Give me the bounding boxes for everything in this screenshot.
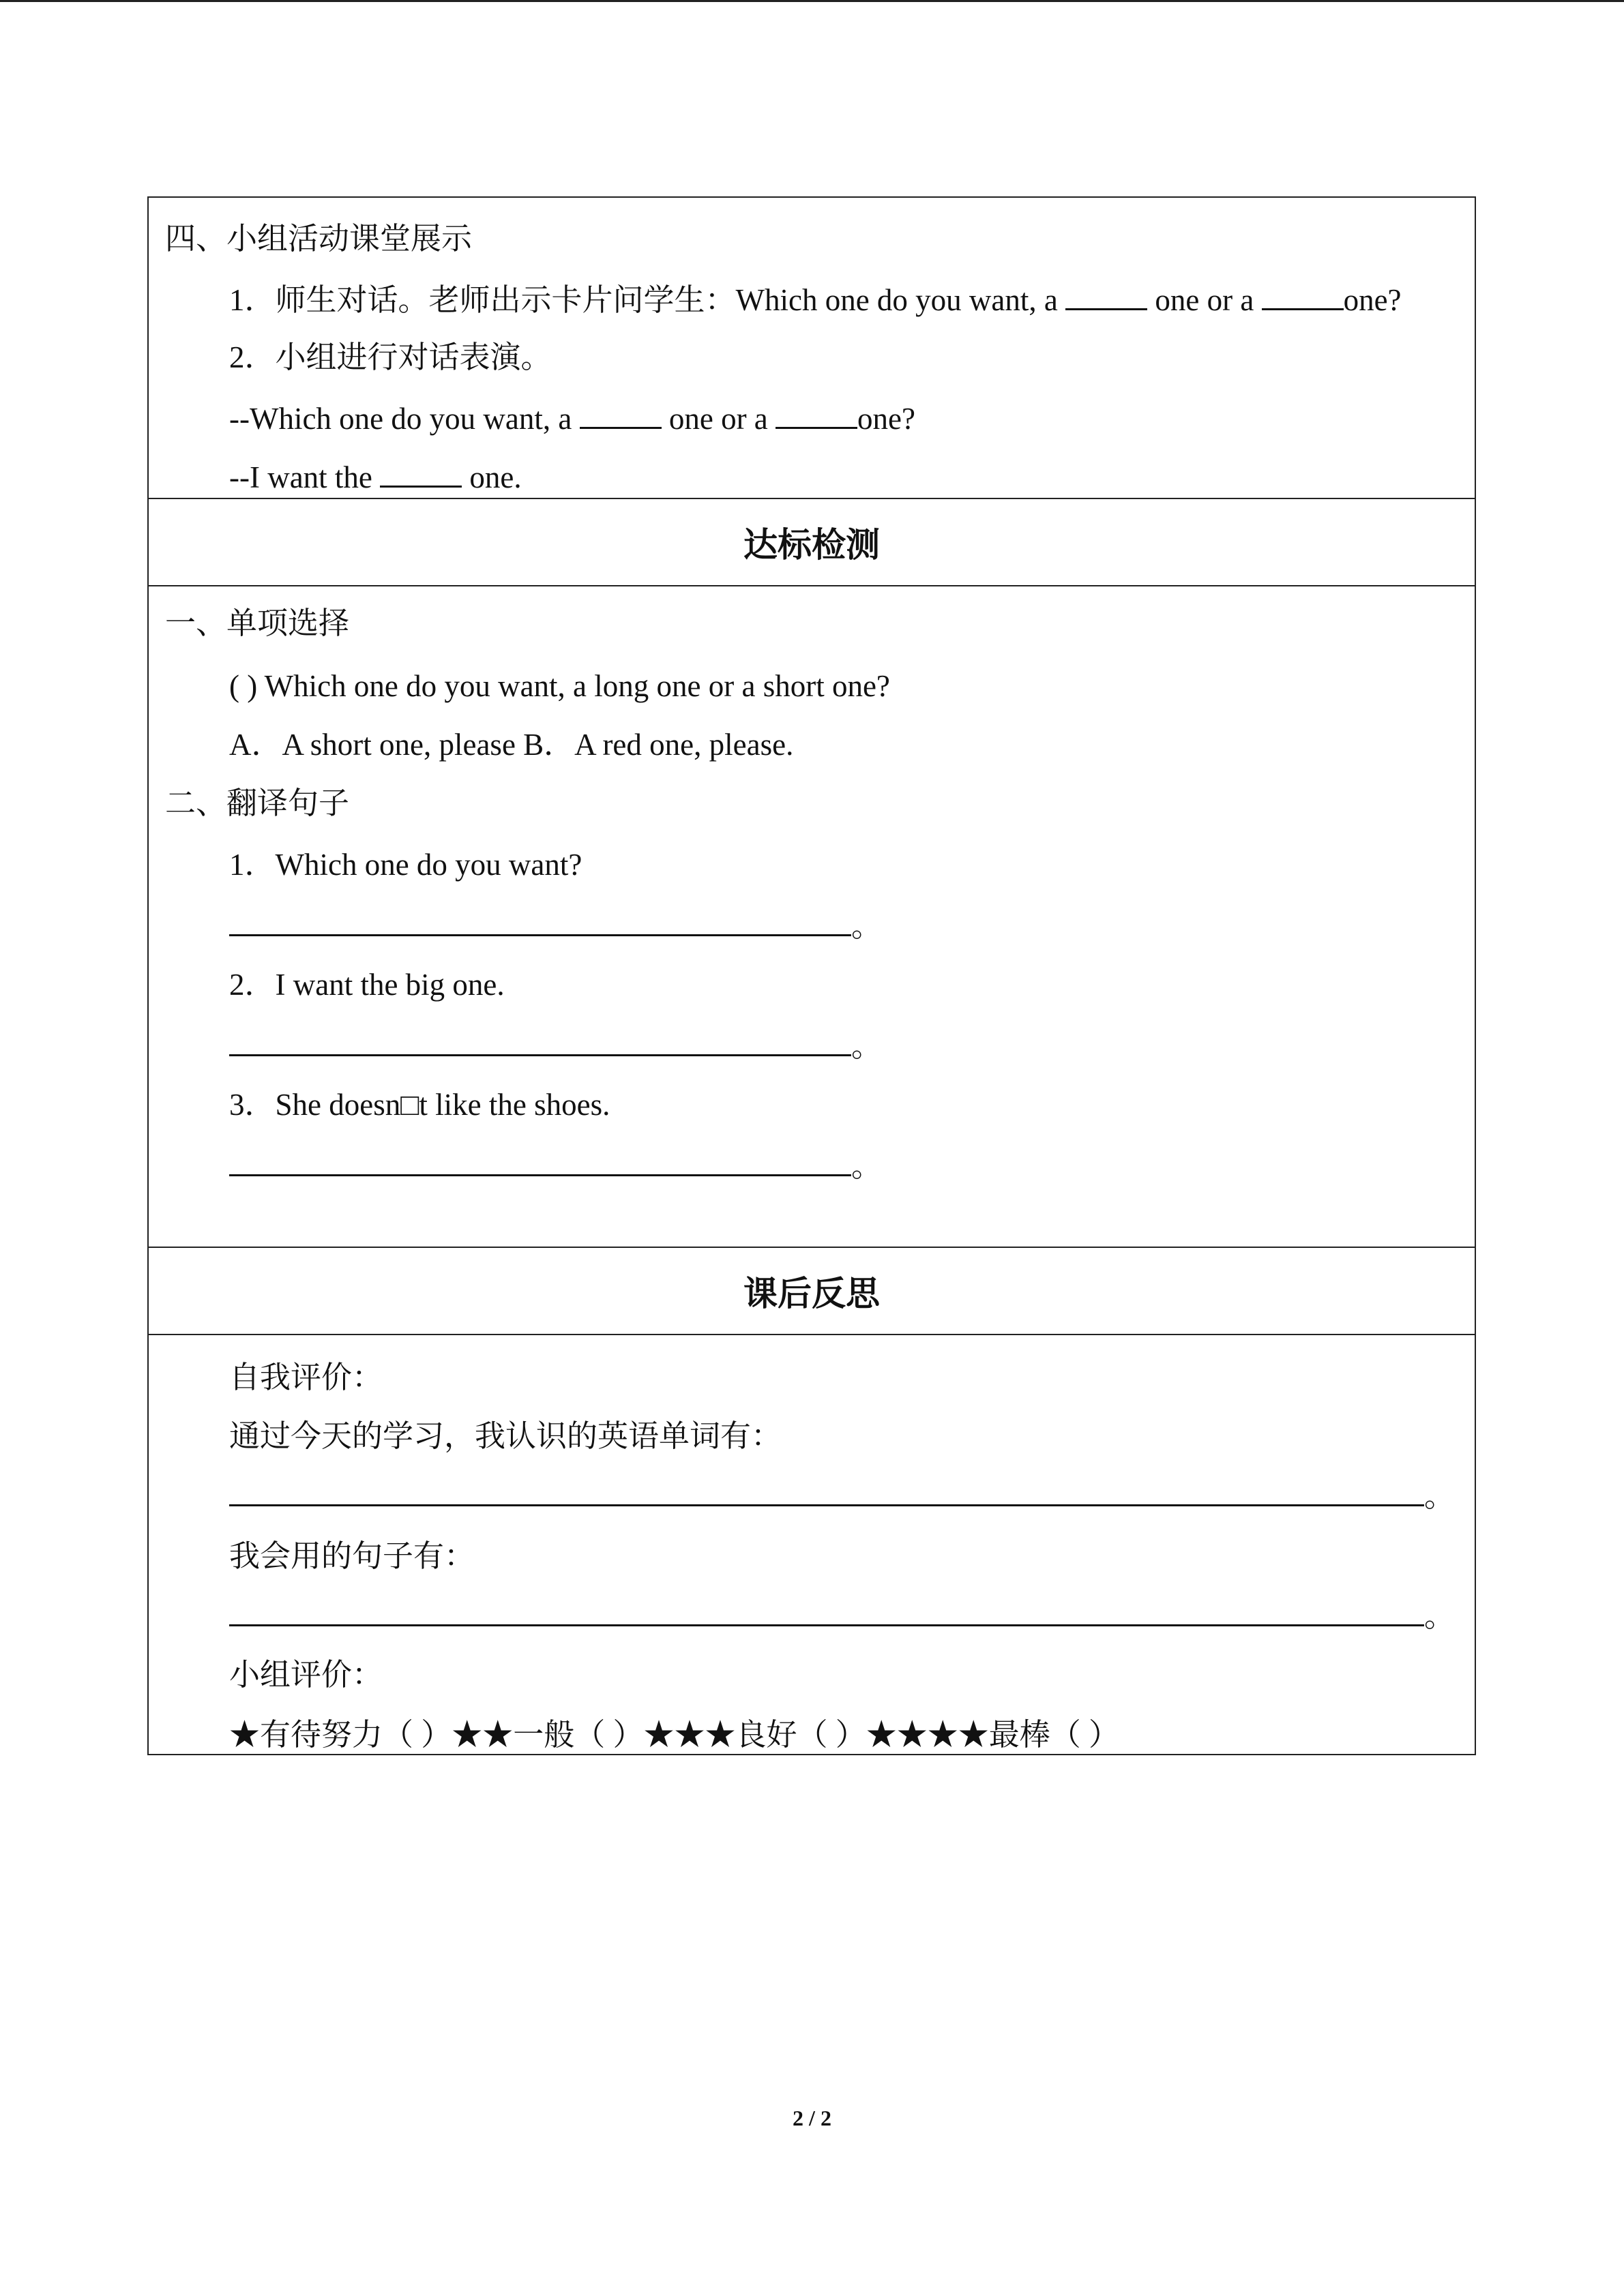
fill-blank[interactable] <box>776 426 857 429</box>
reflection-section <box>147 1335 1476 1755</box>
fill-blank[interactable] <box>380 485 462 488</box>
answer-blank[interactable] <box>229 934 851 936</box>
fill-blank[interactable] <box>1065 308 1147 310</box>
section4-item1: 1．师生对话。老师出示卡片问学生：Which one do you want, a one or a one? <box>229 283 1402 317</box>
sentences-answer-line: 。 <box>229 1601 1455 1632</box>
section4-item2: 2．小组进行对话表演。 <box>229 340 552 374</box>
dialog-line-1: --Which one do you want, a one or a one? <box>229 402 915 436</box>
fill-blank[interactable] <box>580 426 662 429</box>
group-rating: ★有待努力（ ）★★一般（ ）★★★良好（ ）★★★★最棒（ ） <box>229 1718 1120 1752</box>
section4-title: 四、小组活动课堂展示 <box>165 222 473 256</box>
words-prompt: 通过今天的学习，我认识的英语单词有： <box>229 1419 782 1453</box>
choice-options: A．A short one, please B．A red one, please. <box>229 728 794 762</box>
group-eval-label: 小组评价： <box>229 1658 383 1692</box>
test-section <box>147 586 1476 1248</box>
translate-item-3: 3．She doesn□t like the shoes. <box>229 1088 610 1122</box>
translate-item-1: 1．Which one do you want? <box>229 848 582 882</box>
answer-blank[interactable] <box>229 1504 1424 1506</box>
answer-line-2: 。 <box>229 1031 882 1062</box>
dialog-line-2: --I want the one. <box>229 460 522 494</box>
worksheet-table <box>147 196 1476 1755</box>
page-top-border <box>0 0 1624 2</box>
answer-blank[interactable] <box>229 1054 851 1056</box>
page-number: 2 / 2 <box>793 2106 831 2130</box>
fill-blank[interactable] <box>1262 308 1344 310</box>
test-header: 达标检测 <box>147 499 1476 586</box>
answer-line-1: 。 <box>229 911 882 942</box>
translate-item-2: 2．I want the big one. <box>229 968 505 1002</box>
answer-line-3: 。 <box>229 1151 882 1182</box>
reflection-header: 课后反思 <box>147 1248 1476 1335</box>
group-activity-section <box>147 196 1476 499</box>
words-answer-line: 。 <box>229 1481 1455 1512</box>
sentences-prompt: 我会用的句子有： <box>229 1539 475 1573</box>
choice-question: ( ) Which one do you want, a long one or a short one? <box>229 669 890 703</box>
self-eval-label: 自我评价： <box>229 1360 383 1395</box>
answer-blank[interactable] <box>229 1174 851 1176</box>
translate-title: 二、翻译句子 <box>165 786 350 820</box>
answer-blank[interactable] <box>229 1624 1424 1626</box>
single-choice-title: 一、单项选择 <box>165 606 350 640</box>
